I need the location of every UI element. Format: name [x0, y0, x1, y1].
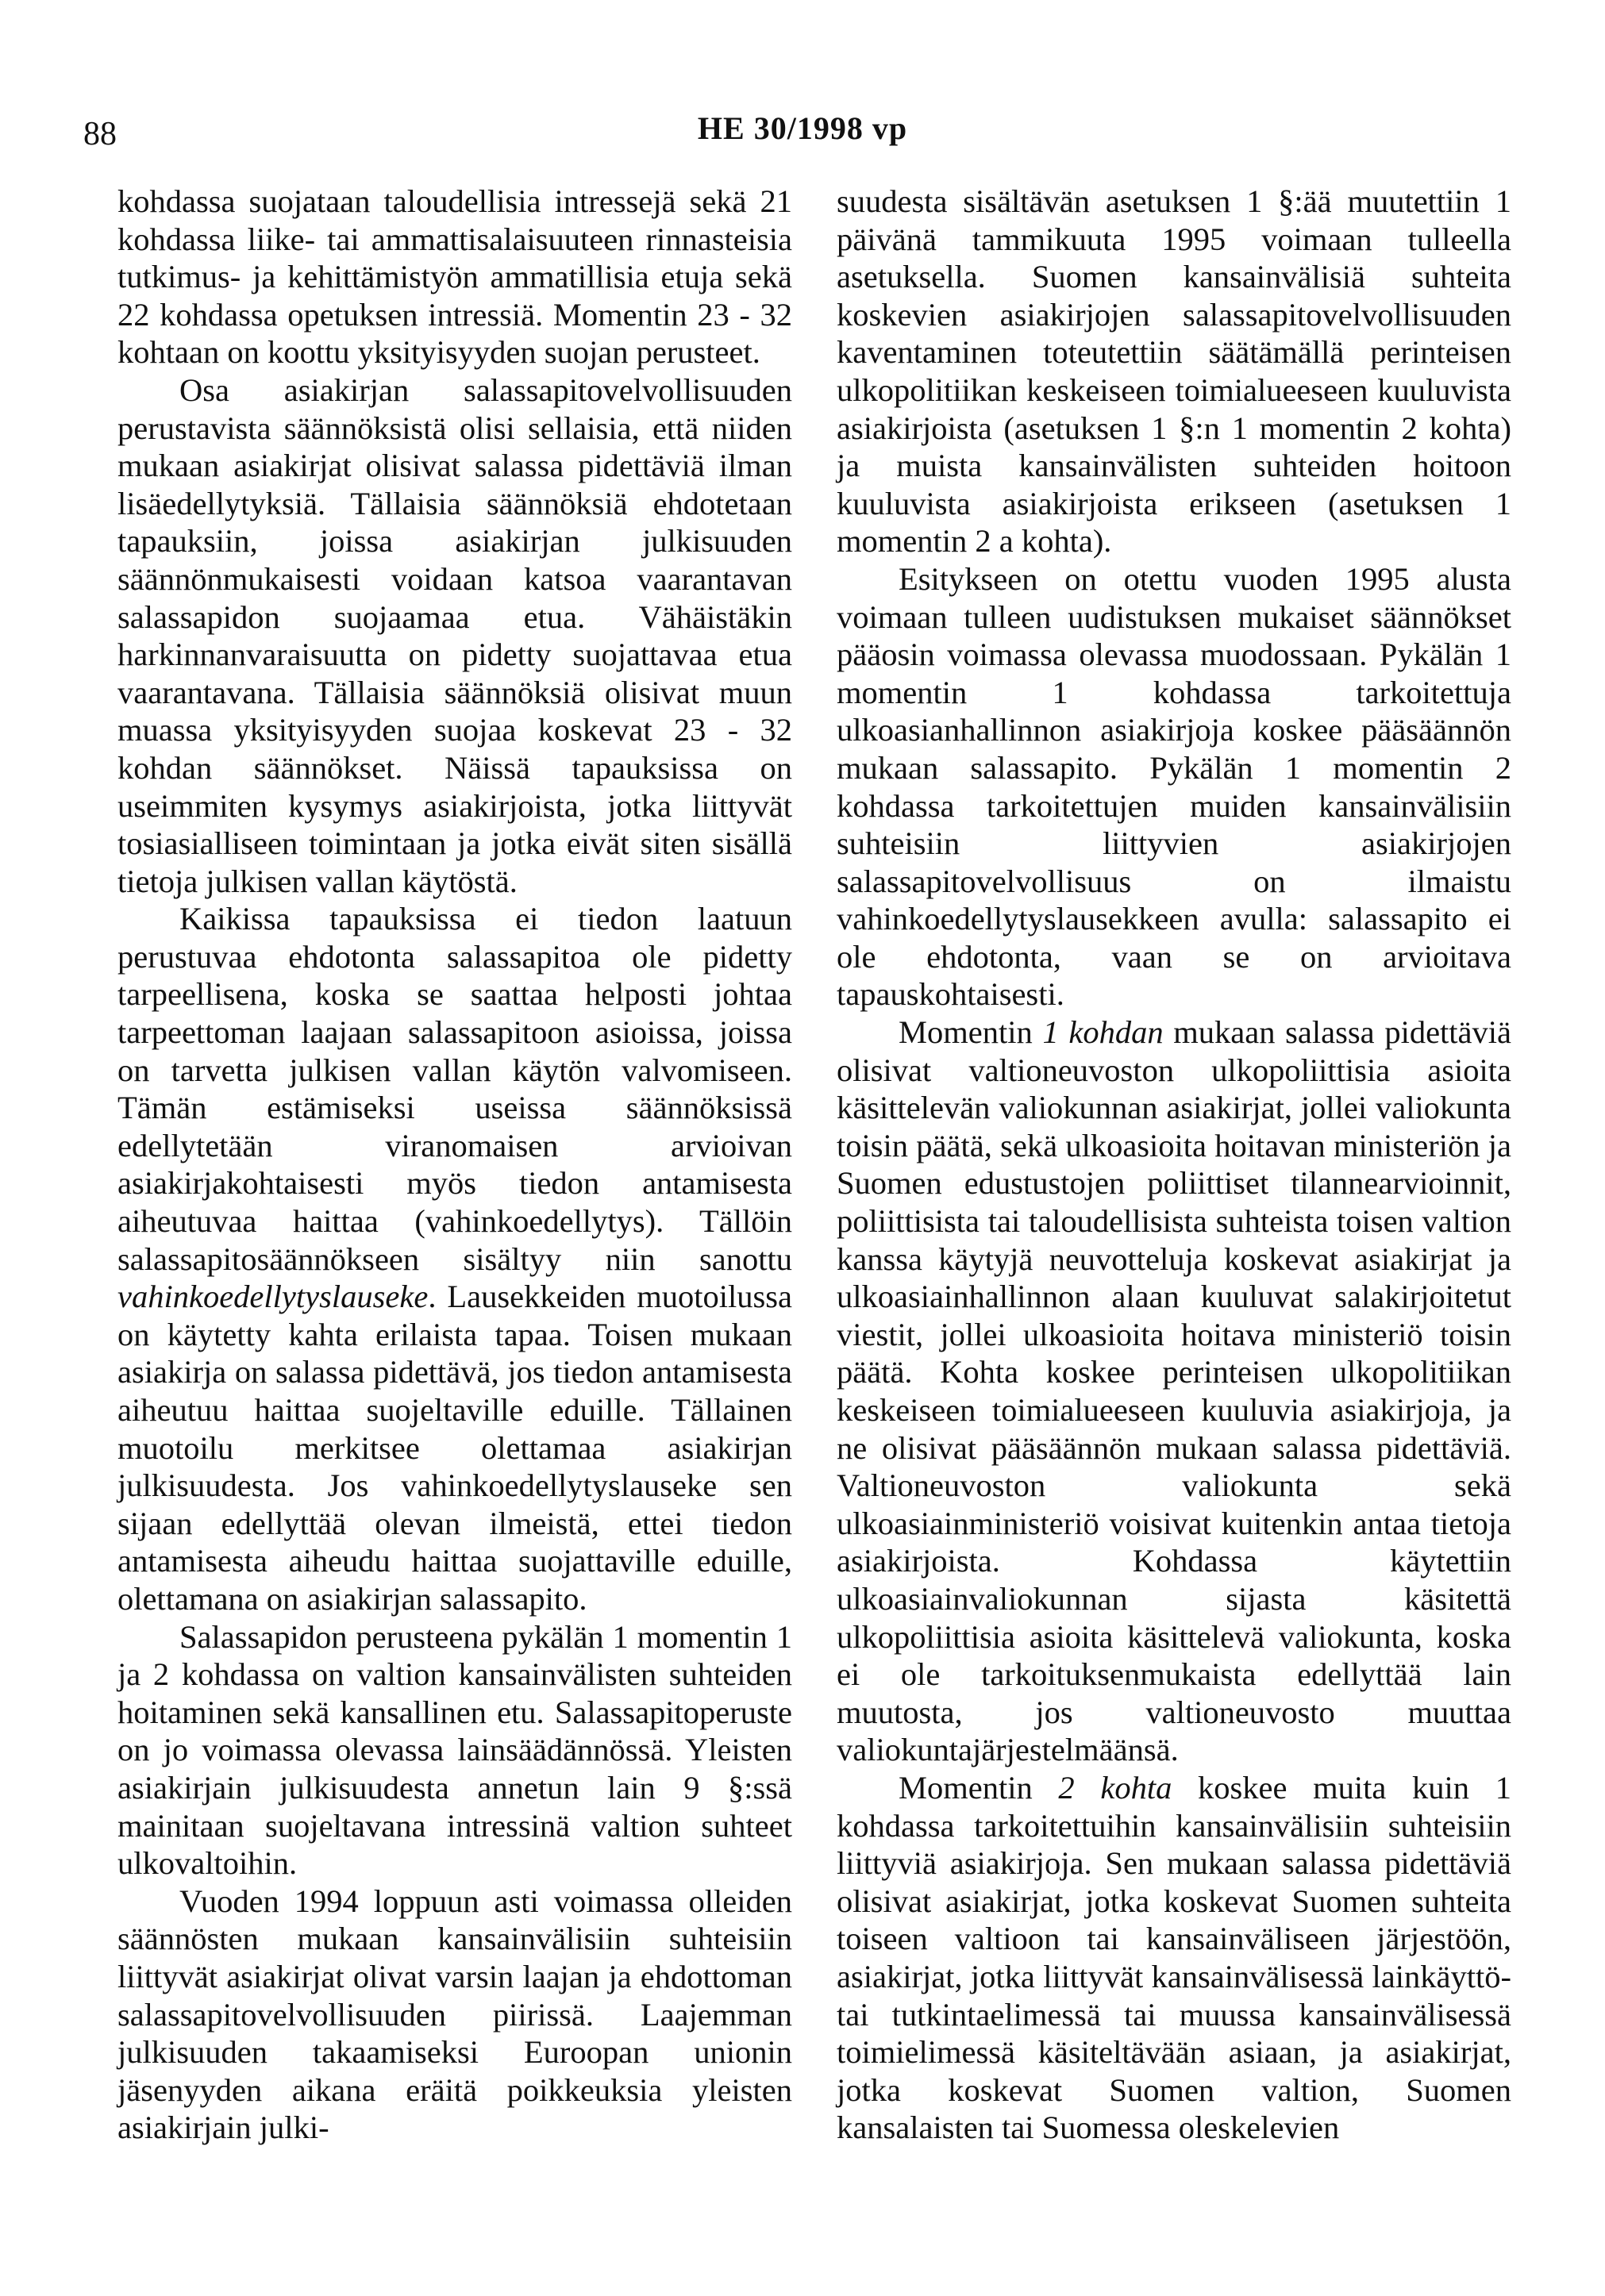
right-paragraph-4-italic-term: 2 kohta: [1058, 1769, 1172, 1806]
right-paragraph-3-text-b: mukaan salassa pidettäviä olisivat valtioneuvoston ulkopoliittisia asioita käsittelevän valiokunnan asiakirjat, jollei valiokunta toisin päätä, sekä ulkoasioita hoitavan ministeriön ja Suomen edustustojen poliittiset tilannearvioinnit, poliittisista tai taloudellisista suhteista toisen valtion kanssa käytyjä neuvotteluja koskevat asiakirjat ja ulkoasiainhallinnon alaan kuuluvat salakirjoitetut viestit, jollei ulkoasioita hoitava ministeriö toisin päätä. Kohta koskee perinteisen ulkopolitiikan keskeiseen toimialueeseen kuuluvia asiakirjoja, ja ne olisivat pääsäännön mukaan salassa pidettäviä. Valtioneuvoston valiokunta sekä ulkoasiainministeriö voisivat kuitenkin antaa tietoja asiakirjoista. Kohdassa käytettiin ulkoasiainvaliokunnan sijasta käsitettä ulkopoliittisia asioita käsittelevä valiokunta, koska ei ole tarkoituksenmukaista edellyttää lain muutosta, jos valtioneuvosto muuttaa valiokuntajärjestelmäänsä.: [837, 1014, 1512, 1768]
page-number: 88: [83, 116, 117, 152]
left-paragraph-3-text-b: . Lausekkeiden muotoilussa on käytetty kahta erilaista tapaa. Toisen mukaan asiakirja on salassa pidettävä, jos tiedon antamisesta aiheutuu haittaa suojeltaville eduille. Tällainen muotoilu merkitsee olettamaa asiakirjan julkisuudesta. Jos vahinkoedellytyslauseke sen sijaan edellyttää olevan ilmeistä, ettei tiedon antamisesta aiheudu haittaa suojattaville eduille, olettamana on asiakirjan salassapito.: [117, 1279, 792, 1617]
right-paragraph-3-italic-term: 1 kohdan: [1042, 1014, 1164, 1051]
right-paragraph-2: Esitykseen on otettu vuoden 1995 alusta voimaan tulleen uudistuksen mukaiset säännökset pääosin voimassa olevassa muodossaan. Pykälän 1 momentin 1 kohdassa tarkoitettuja ulkoasianhallinnon asiakirjoja koskee pääsäännön mukaan salassapito. Pykälän 1 momentin 2 kohdassa tarkoitettujen muiden kansainvälisiin suhteisiin liittyvien asiakirjojen salassapitovelvollisuus on ilmaistu vahinkoedellytyslausekkeen avulla: salassapito ei ole ehdotonta, vaan se on arvioitava tapauskohtaisesti.: [837, 560, 1511, 1013]
right-paragraph-4-text-b: koskee muita kuin 1 kohdassa tarkoitettuihin kansainvälisiin suhteisiin liittyviä asiakirjoja. Sen mukaan salassa pidettäviä olisivat asiakirjat, jotka koskevat Suomen suhteita toiseen valtioon tai kansainväliseen järjestöön, asiakirjat, jotka liittyvät kansainvälisessä lainkäyttö- tai tutkintaelimessä tai muussa kansainvälisessä toimielimessä käsiteltävään asiaan, ja asiakirjat, jotka koskevat Suomen valtion, Suomen kansalaisten tai Suomessa oleskelevien: [837, 1769, 1511, 2146]
left-paragraph-2: Osa asiakirjan salassapitovelvollisuuden perustavista säännöksistä olisi sellaisia, että niiden mukaan asiakirjat olisivat salassa pidettäviä ilman lisäedellytyksiä. Tällaisia säännöksiä ehdotetaan tapauksiin, joissa asiakirjan julkisuuden säännönmukaisesti voidaan katsoa vaarantavan salassapidon suojaamaa etua. Vähäistäkin harkinnanvaraisuutta on pidetty suojattavaa etua vaarantavana. Tällaisia säännöksiä olisivat muun muassa yksityisyyden suojaa koskevat 23 - 32 kohdan säännökset. Näissä tapauksissa on useimmiten kysymys asiakirjoista, jotka liittyvät tosiasialliseen toimintaan ja jotka eivät siten sisällä tietoja julkisen vallan käytöstä.: [117, 371, 792, 899]
left-paragraph-5: Vuoden 1994 loppuun asti voimassa olleiden säännösten mukaan kansainvälisiin suhteisiin liittyvät asiakirjat olivat varsin laajan ja ehdottoman salassapitovelvollisuuden piirissä. Laajemman julkisuuden takaamiseksi Euroopan unionin jäsenyyden aikana eräitä poikkeuksia yleisten asiakirjain julki-: [117, 1883, 792, 2146]
left-paragraph-3-italic-term: vahinkoedellytyslauseke: [117, 1279, 429, 1315]
left-paragraph-4: Salassapidon perusteena pykälän 1 momentin 1 ja 2 kohdassa on valtion kansainvälisten suhteiden hoitaminen sekä kansallinen etu. Salassapitoperuste on jo voimassa olevassa lainsäädännössä. Yleisten asiakirjain julkisuudesta annetun lain 9 §:ssä mainitaan suojeltavana intressinä valtion suhteet ulkovaltoihin.: [117, 1618, 792, 1882]
left-paragraph-1: kohdassa suojataan taloudellisia intressejä sekä 21 kohdassa liike- tai ammattisalaisuuteen rinnasteisia tutkimus- ja kehittämistyön ammatillisia etuja sekä 22 kohdassa opetuksen intressiä. Momentin 23 - 32 kohtaan on koottu yksityisyyden suojan perusteet.: [117, 183, 792, 371]
right-paragraph-3: [837, 1013, 1511, 1769]
right-paragraph-1: suudesta sisältävän asetuksen 1 §:ää muutettiin 1 päivänä tammikuuta 1995 voimaan tulleella asetuksella. Suomen kansainvälisiä suhteita koskevien asiakirjojen salassapitovelvollisuuden kaventaminen toteutettiin säätämällä perinteisen ulkopolitiikan keskeiseen toimialueeseen kuuluvista asiakirjoista (asetuksen 1 §:n 1 momentin 2 kohta) ja muista kansainvälisten suhteiden hoitoon kuuluvista asiakirjoista erikseen (asetuksen 1 momentin 2 a kohta).: [837, 183, 1511, 560]
right-paragraph-3-text-a: Momentin: [899, 1014, 1043, 1051]
left-column: [117, 183, 792, 2147]
left-paragraph-3: [117, 900, 792, 1617]
right-paragraph-4-text-a: Momentin: [899, 1769, 1059, 1806]
right-paragraph-4: [837, 1769, 1511, 2147]
right-column: [837, 183, 1511, 2147]
left-paragraph-3-text-a: Kaikissa tapauksissa ei tiedon laatuun perustuvaa ehdotonta salassapitoa ole pidetty tarpeellisena, koska se saattaa helposti johtaa tarpeettoman laajaan salassapitoon asioissa, joissa on tarvetta julkisen vallan käytön valvomiseen. Tämän estämiseksi useissa säännöksissä edellytetään viranomaisen arvioivan asiakirjakohtaisesti myös tiedon antamisesta aiheutuvaa haittaa (vahinkoedellytys). Tällöin salassapitosäännökseen sisältyy niin sanottu: [117, 901, 792, 1277]
running-head: HE 30/1998 vp: [697, 110, 908, 146]
